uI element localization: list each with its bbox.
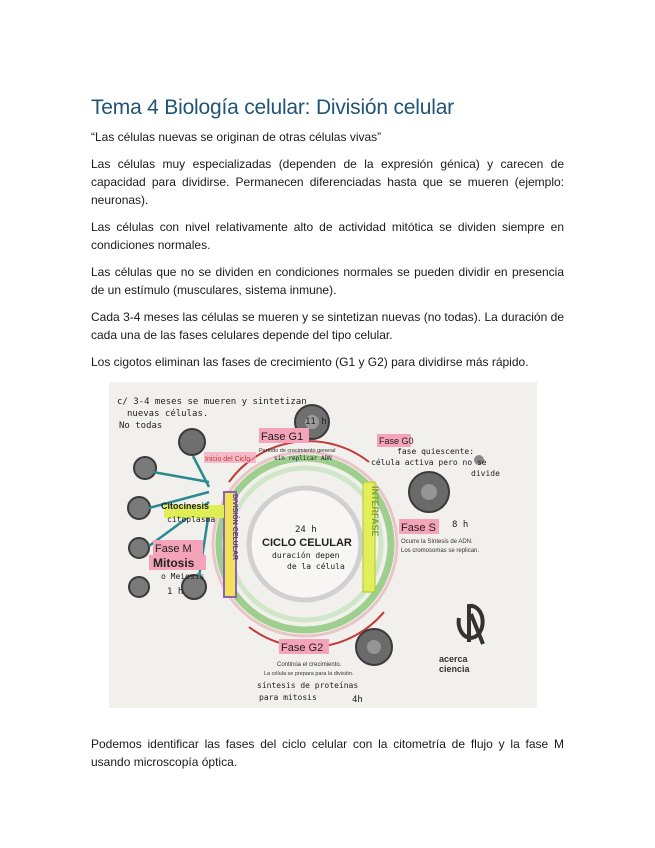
center-note-2: de la célula — [287, 562, 345, 571]
cell-cycle-diagram — [109, 382, 537, 708]
s-desc-2: Los cromosomas se replican. — [401, 548, 480, 554]
center-time: 24 h — [295, 525, 317, 535]
g0-title: Fase G0 — [379, 436, 414, 446]
quote-paragraph: “Las células nuevas se originan de otras células vivas” — [91, 130, 382, 144]
g2-time: 4h — [352, 695, 363, 705]
g0-note-3: divide — [471, 469, 500, 478]
g1-desc-2: sin replicar ADN — [274, 455, 332, 462]
m-time: 1 h — [167, 587, 184, 597]
g2-note-2: para mitosis — [259, 693, 317, 702]
g0-note-1: fase quiescente: — [397, 447, 475, 456]
g2-desc-1: Continúa el crecimiento. — [277, 662, 342, 668]
paragraph-2: Las células con nivel relativamente alto de actividad mitótica se dividen siempre en condiciones normales. — [91, 220, 564, 252]
m-name: Mitosis — [153, 556, 195, 570]
logo-icon — [439, 606, 483, 674]
g1-desc-1: Período de crecimiento general — [259, 448, 336, 454]
paragraph-1: Las células muy especializadas (dependen de la expresión génica) y carecen de capacidad para dividirse. Permanecen diferenciadas hasta que se mueren (ejemplo: neuronas). — [91, 157, 564, 207]
cito-title: Citocinesis — [161, 501, 210, 511]
top-note-3: No todas — [119, 421, 163, 431]
g0-note-2: célula activa pero no se — [371, 458, 487, 467]
inicio-label: Inicio del Ciclo — [205, 456, 251, 463]
g1-time: 11 h — [305, 417, 327, 427]
g2-desc-2: La célula se prepara para la división. — [264, 671, 354, 677]
g2-note-1: síntesis de proteínas — [257, 681, 359, 690]
logo-line-1: acerca — [439, 654, 468, 664]
interfase-label: INTERFASE — [370, 486, 380, 537]
s-time: 8 h — [452, 520, 469, 530]
top-note-1: c/ 3-4 meses se mueren y sintetizan — [117, 397, 307, 407]
logo-line-2: ciencia — [439, 664, 470, 674]
g1-title: Fase G1 — [261, 431, 304, 443]
m-note: o Meiosis — [161, 572, 205, 581]
s-desc-1: Ocurre la Síntesis de ADN. — [401, 539, 473, 545]
s-title: Fase S — [401, 522, 436, 534]
center-note-1: duración depen — [272, 551, 340, 560]
cell-cycle-figure — [109, 382, 537, 708]
m-title: Fase M — [155, 543, 192, 555]
closing-paragraph: Podemos identificar las fases del ciclo celular con la citometría de flujo y la fase M usando microscopía óptica. — [91, 737, 564, 769]
top-note-2: nuevas células. — [127, 409, 209, 419]
division-label: DIVISIÓN CELULAR — [231, 494, 238, 561]
paragraph-3: Las células que no se dividen en condiciones normales se pueden dividir en presencia de un estímulo (musculares, sistema inmune). — [91, 265, 564, 297]
cito-note: citoplasma — [167, 515, 216, 524]
page-title: Tema 4 Biología celular: División celular — [91, 96, 454, 119]
g2-title: Fase G2 — [281, 642, 324, 654]
paragraph-4: Cada 3-4 meses las células se mueren y se sintetizan nuevas (no todas). La duración de cada una de las fases celulares depende del tipo celular. — [91, 310, 564, 342]
paragraph-5: Los cigotos eliminan las fases de crecimiento (G1 y G2) para dividirse más rápido. — [91, 355, 529, 369]
center-title: CICLO CELULAR — [262, 537, 352, 549]
